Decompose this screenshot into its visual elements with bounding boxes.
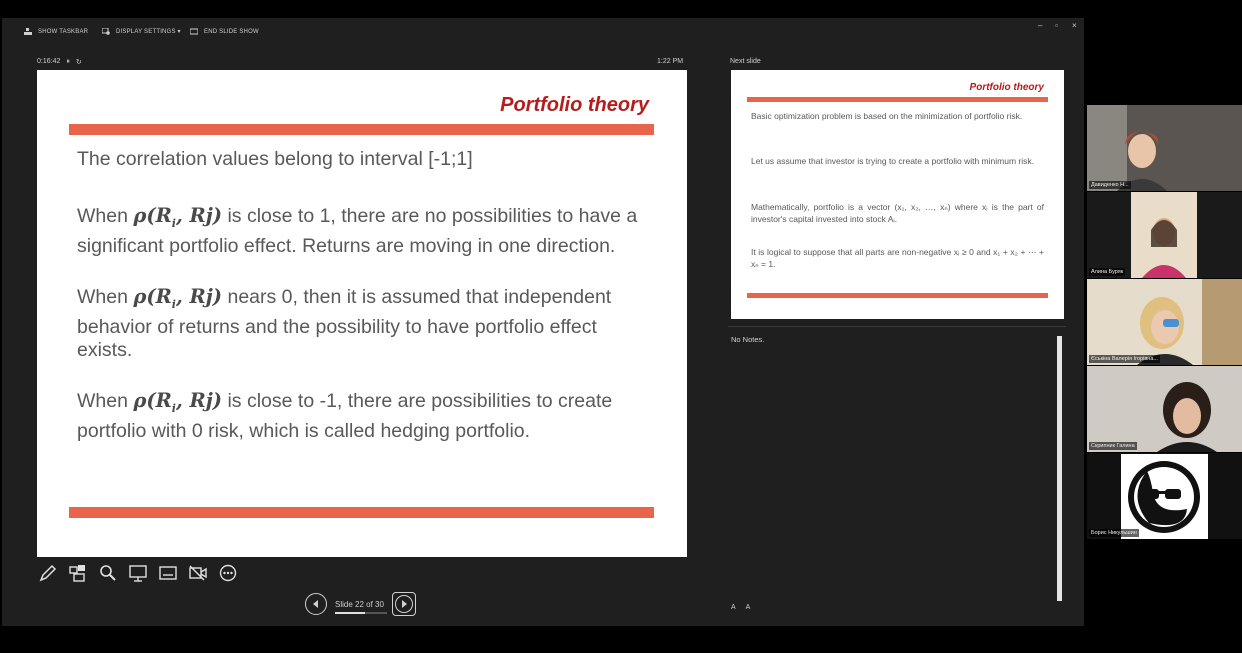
restart-icon[interactable]: ↻ [75, 59, 82, 66]
slide-top-bar [69, 124, 654, 135]
rho-sub: i [171, 401, 176, 415]
slide-paragraph-1: The correlation values belong to interval [-1;1] [77, 148, 473, 170]
next-slide-bottom-bar [747, 293, 1048, 298]
end-show-icon [190, 28, 198, 35]
participant-name: Давиденко Н... [1091, 182, 1129, 188]
slideshow-window [2, 18, 1084, 626]
subtitles-icon[interactable] [158, 563, 177, 582]
display-settings-icon [102, 28, 110, 35]
participant-tile[interactable] [1087, 192, 1242, 278]
slide-counter [335, 600, 384, 609]
elapsed-timer [37, 58, 82, 66]
slide-tools [38, 563, 237, 582]
rho-close: , Rj) [175, 204, 223, 227]
rho-formula [133, 285, 223, 311]
when-word: When [77, 390, 128, 412]
speaker-notes: No Notes. [731, 335, 765, 344]
more-options-icon[interactable] [218, 563, 237, 582]
participant-video [1087, 105, 1242, 191]
pause-icon[interactable]: ⏸ [66, 58, 70, 65]
display-settings-label: DISPLAY SETTINGS ▾ [116, 29, 181, 35]
participant-avatar [1087, 453, 1242, 539]
slide-paragraph-4 [77, 389, 657, 443]
taskbar-icon [24, 28, 32, 35]
display-settings-button[interactable] [102, 28, 181, 35]
participant-tile[interactable] [1087, 105, 1242, 191]
participant-tile[interactable] [1087, 279, 1242, 365]
when-word: When [77, 205, 128, 227]
next-slide-button[interactable] [392, 592, 416, 616]
timer-value: 0:16:42 [37, 58, 61, 65]
paragraph-4-text: is close to -1, there are possibilities to create portfolio with 0 risk, which is called hedging portfolio. [77, 390, 613, 442]
rho-formula [133, 389, 223, 415]
pointer-options-icon[interactable] [128, 563, 147, 582]
slide-paragraph-2 [77, 204, 657, 258]
next-paragraph-1: Basic optimization problem is based on the minimization of portfolio risk. [751, 111, 1023, 121]
participant-name: Борис Никульшин [1091, 530, 1137, 536]
notes-scrollbar[interactable] [1057, 336, 1062, 601]
pen-icon[interactable] [38, 563, 57, 582]
chevron-right-icon [395, 595, 413, 613]
next-paragraph-3: Mathematically, portfolio is a vector (x₁, x₂, …, xₙ) where xᵢ is the part of investor's capital invested into stock Aᵢ. [751, 202, 1044, 224]
end-slide-show-button[interactable] [190, 28, 259, 35]
minimize-button[interactable]: – [1038, 21, 1043, 30]
end-slide-show-label: END SLIDE SHOW [204, 28, 259, 35]
increase-font-button[interactable]: A [731, 604, 736, 611]
rho-sub: i [171, 297, 176, 311]
maximize-button[interactable]: ▫ [1055, 21, 1058, 30]
participant-tile[interactable] [1087, 366, 1242, 452]
next-slide-label: Next slide [730, 58, 761, 65]
show-taskbar-button[interactable] [24, 28, 88, 35]
slide-navigation [305, 592, 416, 616]
presenter-toolbar [2, 18, 1084, 46]
notes-divider [728, 326, 1066, 327]
paragraph-3-text: nears 0, then it is assumed that independent behavior of returns and the possibility to have portfolio effect exists. [77, 286, 612, 361]
rho-formula [133, 204, 223, 230]
rho-close: , Rj) [175, 285, 223, 308]
zoom-icon[interactable] [98, 563, 117, 582]
slide-paragraph-3 [77, 285, 657, 362]
notes-font-controls [731, 604, 750, 611]
see-all-slides-icon[interactable] [68, 563, 87, 582]
decrease-font-button[interactable]: A [745, 604, 751, 611]
slide-bottom-bar [69, 507, 654, 518]
slide-progress [335, 612, 387, 614]
chevron-left-icon [312, 600, 320, 608]
next-slide-preview[interactable] [731, 70, 1064, 319]
rho-open: ρ(R [133, 285, 172, 308]
participant-name: Єськіна Валерія Ігорівна... [1091, 356, 1158, 362]
slide-title: Portfolio theory [500, 94, 649, 116]
next-paragraph-4: It is logical to suppose that all parts are non-negative xᵢ ≥ 0 and x₁ + x₂ + ⋯ + xₙ = 1. [751, 247, 1044, 269]
rho-close: , Rj) [175, 389, 223, 412]
participant-video [1087, 192, 1242, 278]
rho-open: ρ(R [133, 389, 172, 412]
next-paragraph-2: Let us assume that investor is trying to create a portfolio with minimum risk. [751, 156, 1034, 166]
show-taskbar-label: SHOW TASKBAR [38, 28, 89, 35]
clock: 1:22 PM [657, 58, 684, 65]
participant-video [1087, 279, 1242, 365]
close-button[interactable]: × [1072, 21, 1077, 30]
participant-tile[interactable] [1087, 453, 1242, 539]
previous-slide-button[interactable] [305, 593, 327, 615]
current-slide[interactable] [37, 70, 687, 557]
slide-counter-text: Slide 22 of 30 [335, 599, 384, 609]
next-slide-title: Portfolio theory [969, 82, 1044, 93]
next-slide-top-bar [747, 97, 1048, 102]
camera-off-icon[interactable] [188, 563, 207, 582]
participant-name: Скрипник Галина [1091, 443, 1135, 449]
when-word: When [77, 286, 128, 308]
participant-name: Алина Буряк [1091, 269, 1124, 275]
rho-sub: i [171, 216, 176, 230]
paragraph-2-text: is close to 1, there are no possibilities to have a significant portfolio effect. Returns are moving in one direction. [77, 205, 638, 257]
participant-video [1087, 366, 1242, 452]
rho-open: ρ(R [133, 204, 172, 227]
